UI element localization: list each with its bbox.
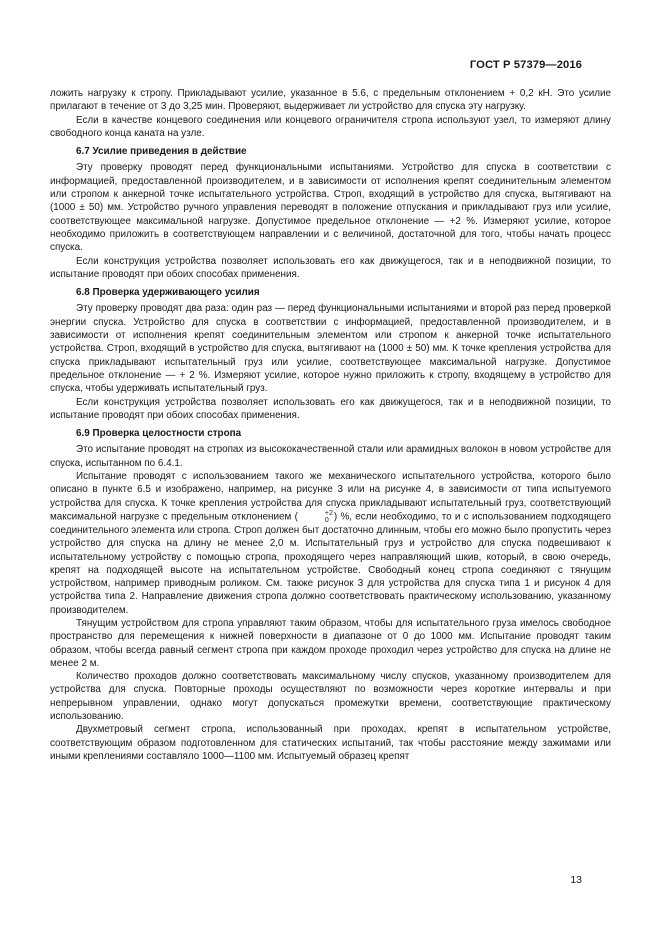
paragraph: Количество проходов должно соответствовать максимальному числу спусков, указанному производителем для устройства для спуска. Повторные проходы осуществляют по возможности через короткие интервалы и при непрерывном управлении, однако могут допускаться промежутки времени, соответствующие практическому использованию. <box>50 671 611 723</box>
section-heading-6-8: 6.8 Проверка удерживающего усилия <box>76 287 260 299</box>
section-heading-6-9: 6.9 Проверка целостности стропа <box>76 428 242 440</box>
paragraph: ложить нагрузку к стропу. Прикладывают усилие, указанное в 5.6, с предельным отклонением + 0,2 кН. Это усилие прилагают в течение от 3 до 3,25 мин. Проверяют, выдерживает ли устройство для спуска эту нагрузку. <box>50 88 611 113</box>
paragraph-text: Испытание проводят с использованием такого же механического испытательного устройства, которого было описано в пункте 6.5 и изображено, например, на рисунке 3 или на рисунке 4, в зависимости от типа испытуемого устройства для спуска. К точке крепления устройства для спуска прикладывают испытательный груз, соответствующий максимальной нагрузке с предельным отклонением ( <box>50 471 611 523</box>
paragraph <box>50 470 611 617</box>
paragraph: Если конструкция устройства позволяет использовать его как движущегося, так и в неподвижной позиции, то испытание проводят при обоих способах применения. <box>50 396 611 421</box>
paragraph: Двухметровый сегмент стропа, использованный при проходах, крепят в испытательном устройстве, соответствующим образом подготовленном для статических испытаний, так чтобы расстояние между зажимами или иными креплениями составляло 1000—1100 мм. Испытуемый образец крепят <box>50 724 611 762</box>
page-number: 13 <box>570 874 582 886</box>
paragraph: Тянущим устройством для стропа управляют таким образом, чтобы для испытательного груза имелось свободное пространство для перемещения к нижней поверхности в диапазоне от 0 до 1000 мм. Испытание проводят таким образом, чтобы всегда равный сегмент стропа при каждом проходе проходил через устройство для спуска на длине не менее 2 м. <box>50 617 611 669</box>
standard-id: ГОСТ Р 57379—2016 <box>469 59 582 71</box>
section-heading-6-7: 6.7 Усилие приведения в действие <box>76 146 247 158</box>
paragraph-text: ) %, если необходимо, то и с использованием подходящего соединительного элемента или стропа. Строп должен быт достаточно длинным, чтобы его можно было пропустить через устройство для спуска на длину не менее 2,0 м. Испытательный груз и устройство для спуска подвешивают к испытательному устройству с помощью стропа, проходящего через направляющий шкив, который, в свою очередь, крепят на подходящей высоте на испытательном устройстве. Свободный конец стропа соединяют с тянущим устройством, например приводным роликом. См. также рисунок 3 для устройства для спуска типа 1 и рисунок 4 для устройства типа 2. Направление движения стропа должно соответствовать практическому использованию, указанному производителем. <box>50 511 611 616</box>
paragraph: Если конструкция устройства позволяет использовать его как движущегося, так и в неподвижной позиции, то испытание проводят при обоих способах применения. <box>50 255 611 280</box>
tolerance-upper: +2 <box>324 509 333 517</box>
paragraph: Это испытание проводят на стропах из высококачественной стали или арамидных волокон в новом устройстве для спуска, испытанном по 6.4.1. <box>50 444 611 469</box>
paragraph: Эту проверку проводят перед функциональными испытаниями. Устройство для спуска в соответствии с информацией, предоставленной производителем, и в зависимости от исполнения крепят соединительным элементом или стропом к анкерной точке испытательного устройства. Строп, входящий в устройство для спуска, вытягивают на (1000 ± 50) мм. Устройство ручного управления переводят в положение отпускания и прикладывают груз или усилие, соответствующее максимальной нагрузке. Допустимое предельное отклонение — +2 %. Измеряют усилие, которое необходимо приложить в соответствующем направлении и с величиной, достаточной для того, чтобы начать процесс спуска. <box>50 162 611 254</box>
body-text <box>50 87 611 763</box>
tolerance <box>299 510 333 524</box>
tolerance-lower: 0 <box>324 516 329 524</box>
paragraph: Если в качестве концевого соединения или концевого ограничителя стропа используют узел, то измеряют длину свободного конца каната на узле. <box>50 114 611 139</box>
paragraph: Эту проверку проводят два раза: один раз — перед функциональными испытаниями и второй раз перед проверкой энергии спуска. Устройство для спуска в соответствии с информацией, предоставленной производителем, и в зависимости от исполнения крепят соединительным элементом или стропом к анкерной точке испытательного устройства. Строп, входящий в устройство для спуска, вытягивают на (1000 ± 50) мм. К точке крепления устройства для спуска прикладывают испытательный груз или усилие, соответствующее максимальной нагрузке. Допустимое предельное отклонение — + 2 %. Измеряют усилие, которое нужно приложить к стропу, входящему в устройство для спуска, чтобы удерживать испытательный груз. <box>50 303 611 395</box>
